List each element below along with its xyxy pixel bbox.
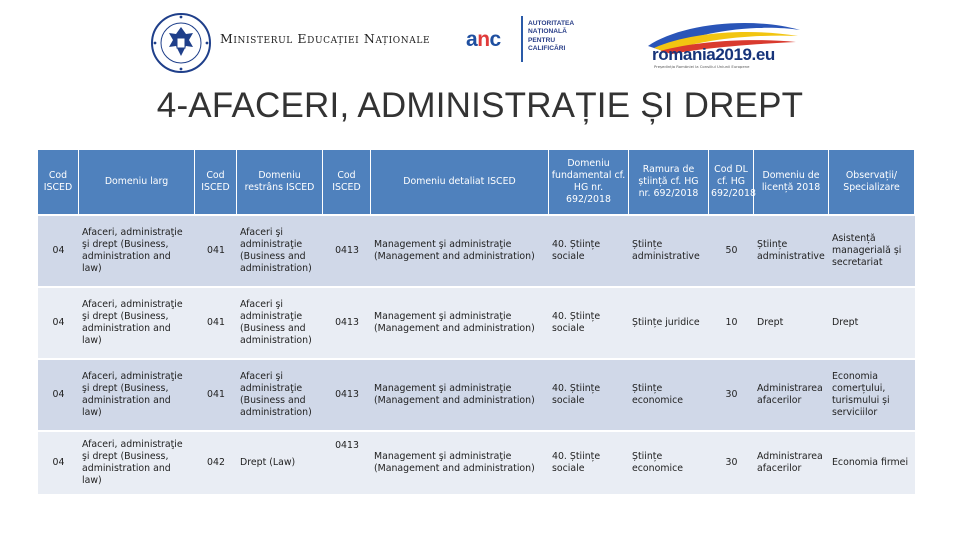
cell-fundamental: 40. Științe sociale [549,286,629,358]
cell-cod-dl: 30 [709,358,754,430]
cell-cod2: 041 [195,358,237,430]
cell-observatii: Economia firmei [829,430,915,494]
header-domeniu-licenta: Domeniu de licență 2018 [754,150,829,214]
cell-cod3: 0413 [323,214,371,286]
header-domeniu-larg: Domeniu larg [79,150,195,214]
isced-table [38,150,915,494]
cell-licenta: Administrarea afacerilor [754,358,829,430]
cell-domeniu-larg: Afaceri, administraţie şi drept (Business, administration and law) [79,430,195,494]
header-cod-isced: Cod ISCED [38,150,79,214]
cell-cod-dl: 10 [709,286,754,358]
table-header-row [38,150,915,214]
cell-cod3: 0413 [323,286,371,358]
cell-cod3: 0413 [323,358,371,430]
header [0,0,960,80]
ministry-name: Ministerul Educației Naționale [220,31,431,46]
cell-domeniu-restrans: Afaceri şi administraţie (Business and administration) [237,358,323,430]
cell-cod2: 041 [195,286,237,358]
header-domeniu-detaliat: Domeniu detaliat ISCED [371,150,549,214]
cell-observatii: Drept [829,286,915,358]
cell-ramura: Științe juridice [629,286,709,358]
government-crest-logo [150,12,212,74]
cell-domeniu-detaliat: Management şi administraţie (Management and administration) [371,430,549,494]
cell-ramura: Științe economice [629,430,709,494]
page-title: 4-AFACERI, ADMINISTRAȚIE ȘI DREPT [156,86,804,125]
cell-cod2: 042 [195,430,237,494]
cell-domeniu-larg: Afaceri, administraţie şi drept (Business, administration and law) [79,214,195,286]
header-cod-isced: Cod ISCED [323,150,371,214]
table-row [38,430,915,494]
cell-domeniu-restrans: Afaceri şi administraţie (Business and administration) [237,286,323,358]
anc-logo: anc [466,28,501,51]
cell-cod-dl: 50 [709,214,754,286]
romania2019-text: romania2019.eu [652,45,775,64]
table-row [38,358,915,430]
cell-observatii: Economia comerțului, turismului și serviciilor [829,358,915,430]
cell-cod1: 04 [38,214,79,286]
cell-fundamental: 40. Științe sociale [549,358,629,430]
cell-domeniu-larg: Afaceri, administraţie şi drept (Business, administration and law) [79,286,195,358]
cell-domeniu-restrans: Drept (Law) [237,430,323,494]
table-row [38,286,915,358]
cell-ramura: Științe administrative [629,214,709,286]
cell-observatii: Asistență managerială și secretariat [829,214,915,286]
header-ramura: Ramura de știință cf. HG nr. 692/2018 [629,150,709,214]
cell-cod1: 04 [38,286,79,358]
header-cod-dl: Cod DL cf. HG 692/2018 [709,150,754,214]
header-domeniu-fundamental: Domeniu fundamental cf. HG nr. 692/2018 [549,150,629,214]
cell-ramura: Științe economice [629,358,709,430]
table-row [38,214,915,286]
cell-cod-dl: 30 [709,430,754,494]
cell-cod2: 041 [195,214,237,286]
cell-cod1: 04 [38,358,79,430]
cell-licenta: Administrarea afacerilor [754,430,829,494]
cell-domeniu-restrans: Afaceri şi administraţie (Business and administration) [237,214,323,286]
anc-text: AUTORITATEA NAȚIONALĂ PENTRU CALIFICĂRI [528,20,575,53]
header-cod-isced: Cod ISCED [195,150,237,214]
cell-domeniu-detaliat: Management şi administraţie (Management and administration) [371,358,549,430]
cell-cod3: 0413 [323,430,371,494]
cell-fundamental: 40. Științe sociale [549,214,629,286]
cell-licenta: Științe administrative [754,214,829,286]
header-domeniu-restrans: Domeniu restrâns ISCED [237,150,323,214]
anc-divider [521,16,523,62]
cell-cod1: 04 [38,430,79,494]
cell-fundamental: 40. Științe sociale [549,430,629,494]
cell-domeniu-larg: Afaceri, administraţie şi drept (Business, administration and law) [79,358,195,430]
romania2019-subtitle: Președinția României la Consiliul Uniunii Europene [654,64,750,69]
cell-licenta: Drept [754,286,829,358]
header-observatii: Observații/ Specializare [829,150,915,214]
cell-domeniu-detaliat: Management şi administraţie (Management and administration) [371,214,549,286]
cell-domeniu-detaliat: Management şi administraţie (Management and administration) [371,286,549,358]
